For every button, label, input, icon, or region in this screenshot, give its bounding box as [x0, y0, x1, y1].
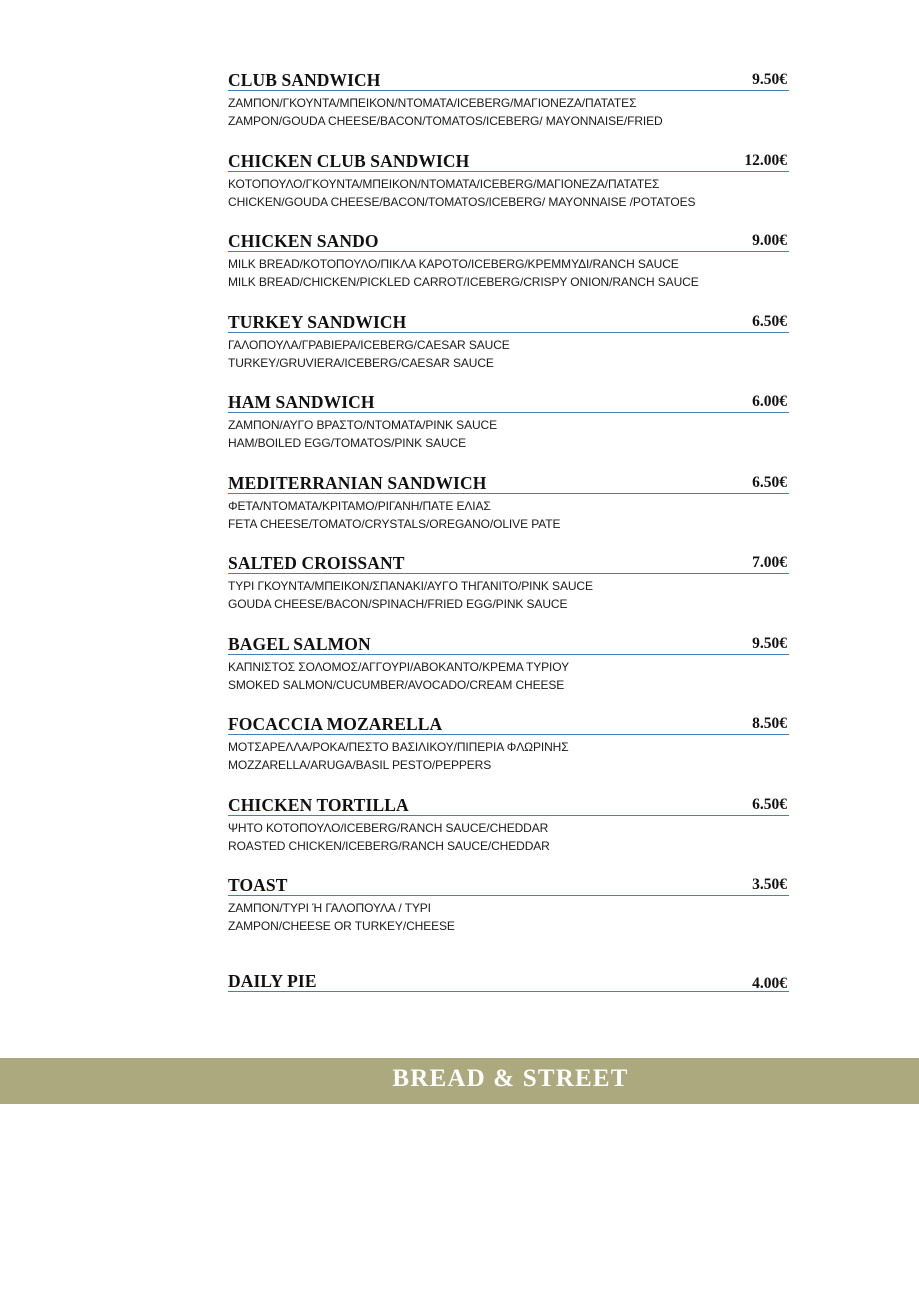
item-description: [228, 94, 789, 130]
menu-item-mediterranian-sandwich: [228, 473, 789, 554]
item-price: 7.00€: [752, 554, 787, 571]
menu-item-daily-pie: [228, 971, 789, 1052]
item-header: [228, 634, 789, 655]
item-description: [228, 416, 789, 452]
item-description-greek: ΚΑΠΝΙΣΤΟΣ ΣΟΛΟΜΟΣ/ΑΓΓΟΥΡΙ/ΑΒΟΚΑΝΤΟ/ΚΡΕΜΑ ΤΥΡΙΟΥ: [228, 659, 570, 674]
item-description: [228, 577, 789, 613]
item-description-greek: ΨΗΤΟ ΚΟΤΟΠΟΥΛΟ/ICEBERG/RANCH SAUCE/CHEDDAR: [228, 820, 549, 835]
item-description-english: ZAMPON/CHEESE OR TURKEY/CHEESE: [228, 919, 455, 933]
item-name: CHICKEN SANDO: [228, 231, 379, 251]
item-description-english: FETA CHEESE/TOMATO/CRYSTALS/OREGANO/OLIVE PATE: [228, 516, 561, 531]
item-price: 9.00€: [752, 232, 787, 249]
item-description-english: MILK BREAD/CHICKEN/PICKLED CARROT/ICEBERG/CRISPY ONION/RANCH SAUCE: [228, 275, 699, 289]
footer-title: BREAD & STREET: [392, 1065, 629, 1092]
item-name: HAM SANDWICH: [228, 392, 375, 412]
item-name: BAGEL SALMON: [228, 633, 371, 654]
item-description-greek: ΜΟΤΣΑΡΕΛΛΑ/ΡΟΚΑ/ΠΕΣΤΟ ΒΑΣΙΛΙΚΟΥ/ΠΙΠΕΡΙΑ ΦΛΩΡΙΝΗΣ: [228, 740, 569, 754]
item-name: CHICKEN TORTILLA: [228, 794, 409, 815]
item-header: [228, 231, 789, 252]
item-header: [228, 714, 789, 735]
menu-item-chicken-sando: [228, 231, 789, 312]
item-description-greek: ΤΥΡΙ ΓΚΟΥΝΤΑ/ΜΠΕΙΚΟΝ/ΣΠΑΝΑΚΙ/ΑΥΓΟ ΤΗΓΑΝΙΤΟ/PINK SAUCE: [228, 579, 593, 593]
menu-item-focaccia-mozarella: [228, 714, 789, 795]
menu-item-toast: [228, 875, 789, 956]
item-price: 3.50€: [752, 876, 787, 893]
item-name: FOCACCIA MOZARELLA: [228, 714, 443, 734]
item-description-english: SMOKED SALMON/CUCUMBER/AVOCADO/CREAM CHEESE: [228, 677, 565, 692]
item-price: 9.50€: [752, 634, 787, 652]
item-header: [228, 151, 789, 172]
menu-item-turkey-sandwich: [228, 312, 789, 393]
menu-item-chicken-tortilla: [228, 795, 789, 876]
item-price: 8.50€: [752, 715, 787, 732]
menu-list: [228, 70, 789, 1051]
item-description-greek: ΚΟΤΟΠΟΥΛΟ/ΓΚΟΥΝΤΑ/ΜΠΕΙΚΟΝ/ΝΤΟΜΑΤΑ/ICEBERG/ΜΑΓΙΟΝΕΖΑ/ΠΑΤΑΤΕΣ: [228, 176, 660, 191]
item-price: 6.50€: [752, 473, 787, 491]
item-description: [228, 175, 789, 211]
item-header: [228, 70, 789, 91]
item-header: [228, 312, 789, 333]
item-price: 12.00€: [744, 151, 787, 169]
item-description: [228, 899, 789, 935]
item-description-greek: ΖΑΜΠΟΝ/ΑΥΓΟ ΒΡΑΣΤΟ/ΝΤΟΜΑΤΑ/PINK SAUCE: [228, 418, 498, 432]
item-name: CHICKEN CLUB SANDWICH: [228, 150, 470, 171]
item-description: [228, 819, 789, 855]
item-description-english: MOZZARELLA/ARUGA/BASIL PESTO/PEPPERS: [228, 758, 492, 772]
item-header: [228, 392, 789, 413]
item-description-english: GOUDA CHEESE/BACON/SPINACH/FRIED EGG/PINK SAUCE: [228, 597, 568, 611]
item-description: [228, 658, 789, 694]
item-description-greek: ΓΑΛΟΠΟΥΛΑ/ΓΡΑΒΙΕΡΑ/ICEBERG/CAESAR SAUCE: [228, 337, 510, 352]
item-description-greek: ΖΑΜΠΟΝ/ΤΥΡΙ Ή ΓΑΛΟΠΟΥΛΑ / ΤΥΡΙ: [228, 901, 431, 915]
item-description-greek: ΖΑΜΠΟΝ/ΓΚΟΥΝΤΑ/ΜΠΕΙΚΟΝ/ΝΤΟΜΑΤΑ/ICEBERG/ΜΑΓΙΟΝΕΖΑ/ΠΑΤΑΤΕΣ: [228, 96, 637, 110]
item-price: 4.00€: [752, 974, 787, 992]
item-description-greek: ΦΕΤΑ/ΝΤΟΜΑΤΑ/ΚΡΙΤΑΜΟ/ΡΙΓΑΝΗ/ΠΑΤΕ ΕΛΙΑΣ: [228, 498, 491, 513]
menu-item-ham-sandwich: [228, 392, 789, 473]
item-description-english: TURKEY/GRUVIERA/ICEBERG/CAESAR SAUCE: [228, 355, 494, 370]
item-description-english: HAM/BOILED EGG/TOMATOS/PINK SAUCE: [228, 436, 467, 450]
item-description: [228, 336, 789, 372]
item-header: [228, 875, 789, 896]
item-name: DAILY PIE: [228, 970, 317, 991]
menu-item-bagel-salmon: [228, 634, 789, 715]
item-name: SALTED CROISSANT: [228, 553, 405, 573]
item-header: [228, 795, 789, 816]
menu-item-salted-croissant: [228, 553, 789, 634]
item-name: TOAST: [228, 875, 288, 895]
item-price: 6.00€: [752, 393, 787, 410]
footer-banner: [0, 1058, 919, 1104]
item-description: [228, 255, 789, 291]
item-description-english: CHICKEN/GOUDA CHEESE/BACON/TOMATOS/ICEBERG/ MAYONNAISE /POTATOES: [228, 194, 696, 209]
item-description: [228, 738, 789, 774]
item-header: [228, 971, 789, 992]
item-price: 6.50€: [752, 312, 787, 330]
item-description-english: ZAMPON/GOUDA CHEESE/BACON/TOMATOS/ICEBERG/ MAYONNAISE/FRIED: [228, 114, 663, 128]
item-header: [228, 553, 789, 574]
item-name: TURKEY SANDWICH: [228, 311, 407, 332]
menu-item-club-sandwich: [228, 70, 789, 151]
item-description-english: ROASTED CHICKEN/ICEBERG/RANCH SAUCE/CHEDDAR: [228, 838, 550, 853]
item-description-greek: MILK BREAD/ΚΟΤΟΠΟΥΛΟ/ΠΙΚΛΑ ΚΑΡΟΤΟ/ICEBERG/ΚΡΕΜΜΥΔΙ/RANCH SAUCE: [228, 257, 679, 271]
item-header: [228, 473, 789, 494]
item-price: 9.50€: [752, 71, 787, 88]
menu-item-chicken-club-sandwich: [228, 151, 789, 232]
item-price: 6.50€: [752, 795, 787, 813]
item-name: MEDITERRANIAN SANDWICH: [228, 472, 487, 493]
item-description: [228, 497, 789, 533]
item-name: CLUB SANDWICH: [228, 70, 381, 90]
